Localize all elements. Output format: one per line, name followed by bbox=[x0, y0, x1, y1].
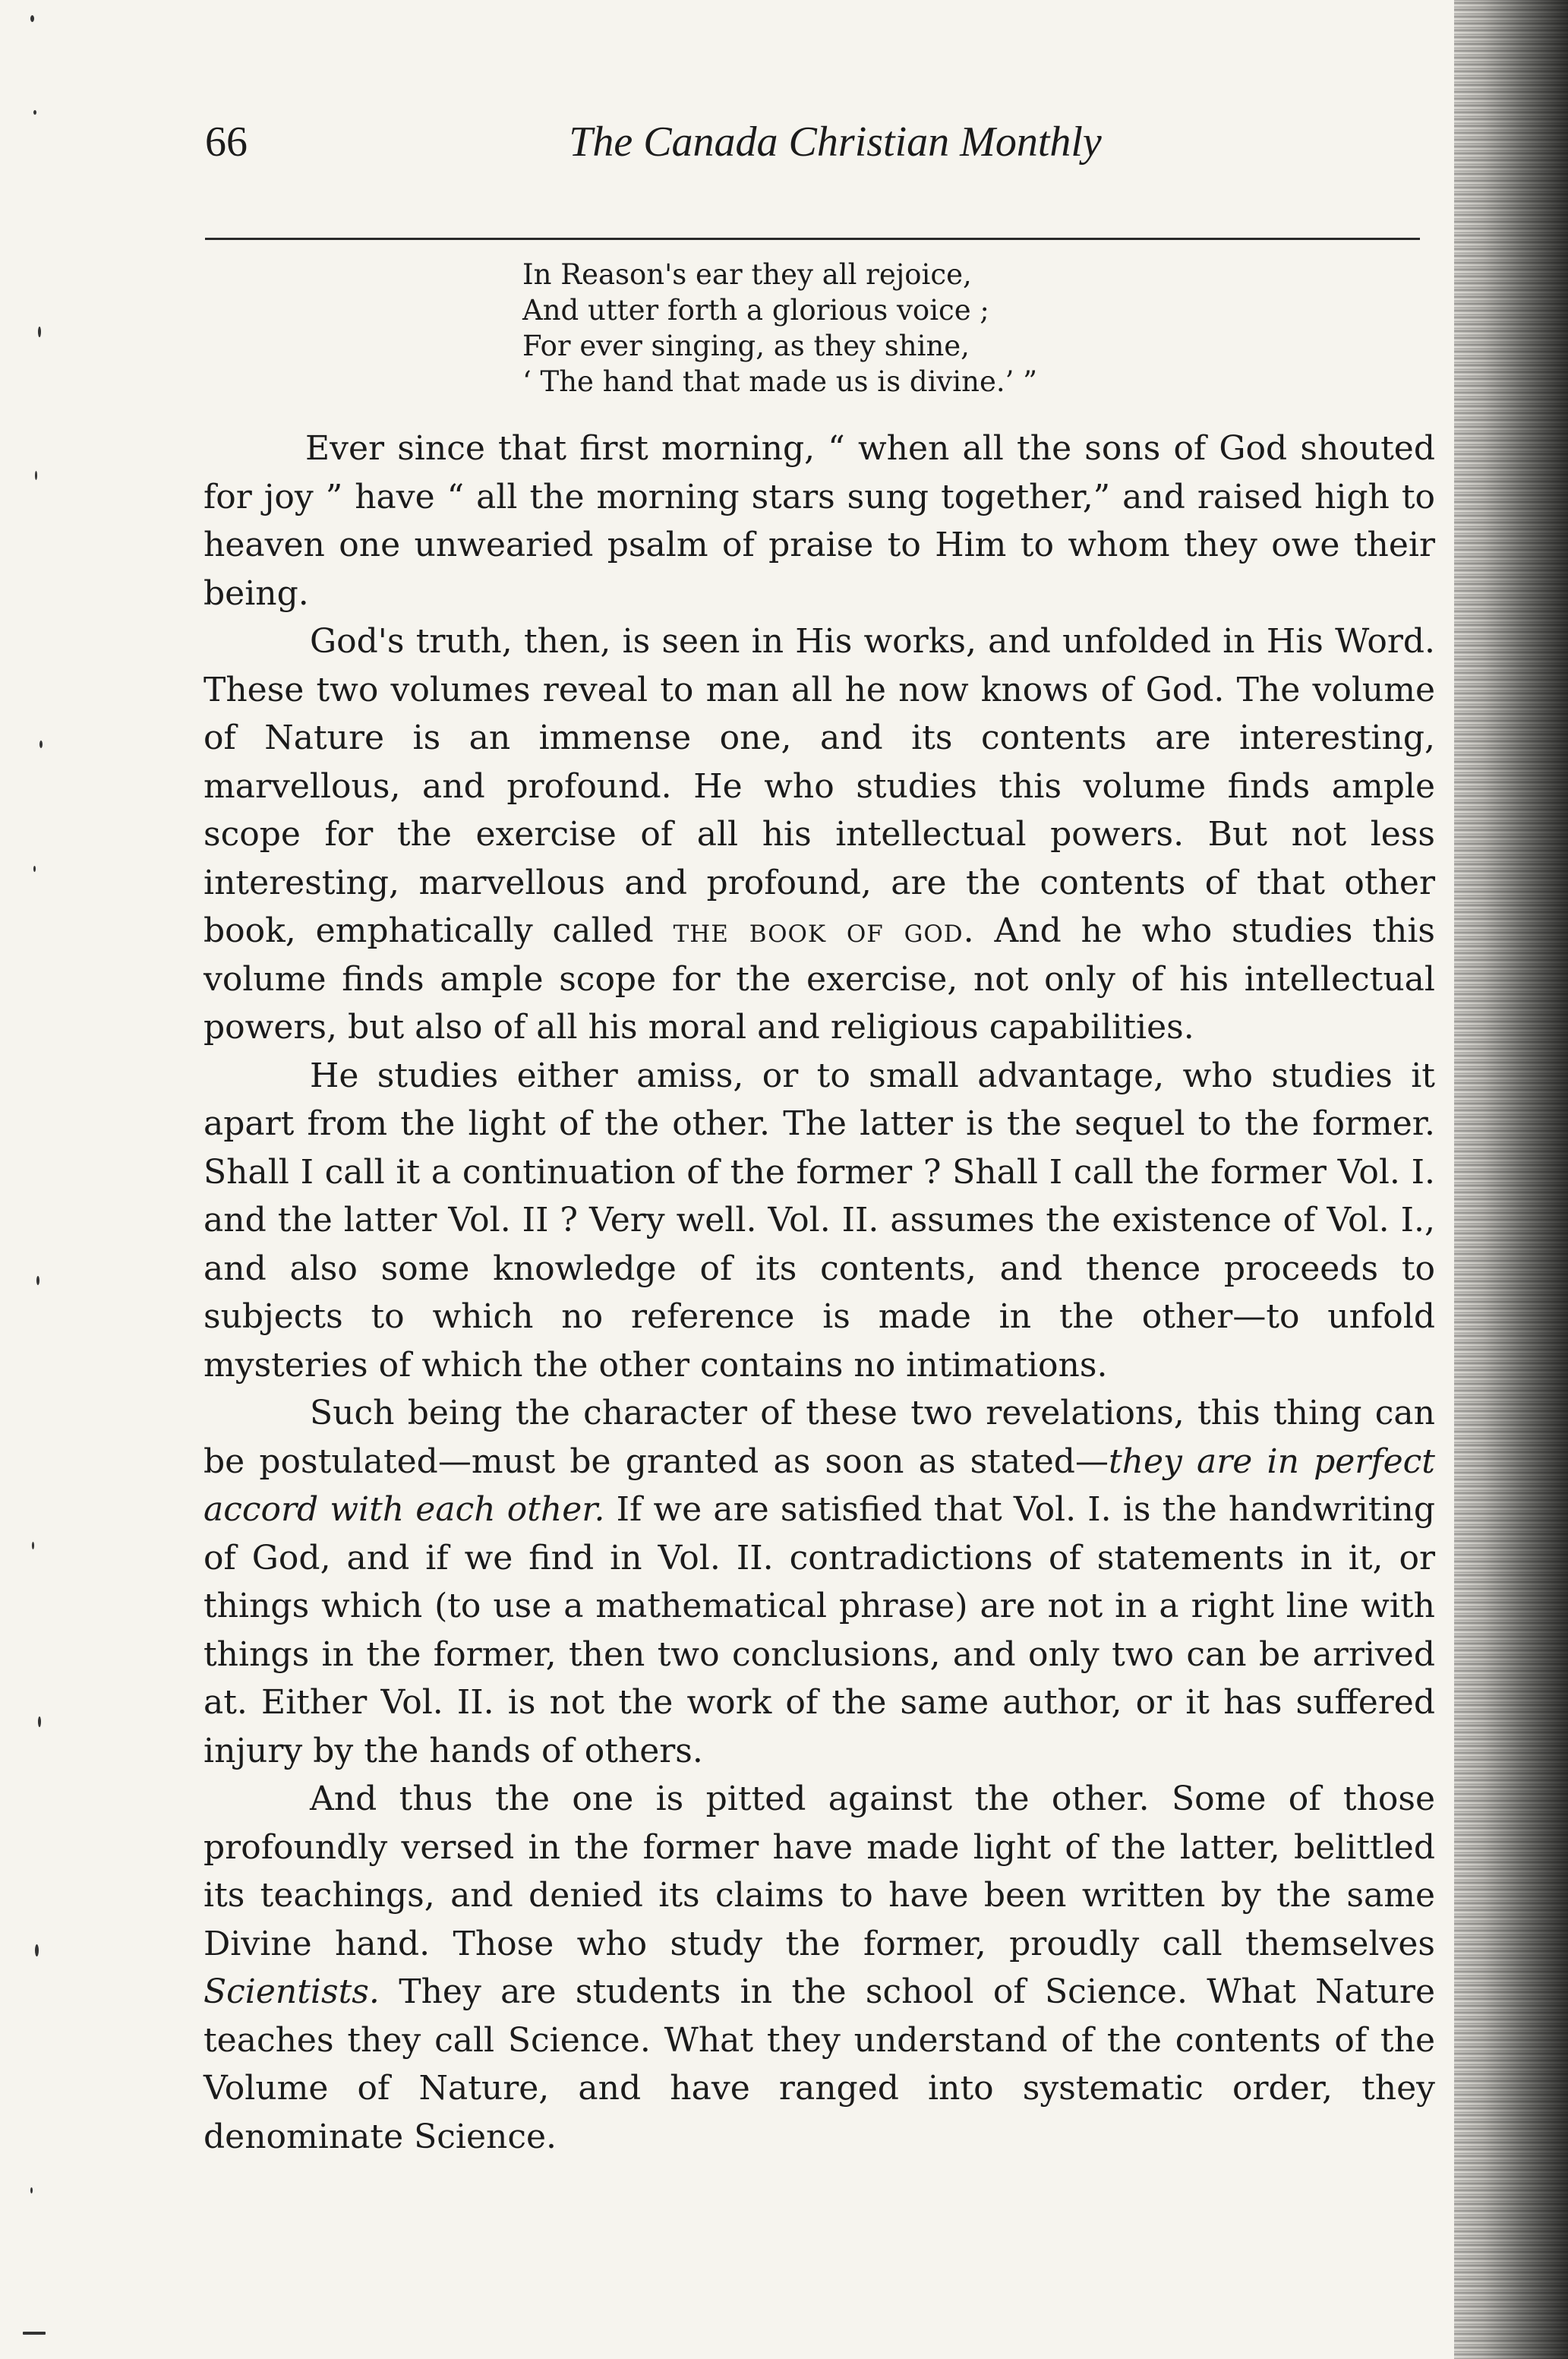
scan-speck bbox=[33, 110, 36, 115]
scan-speck bbox=[30, 15, 34, 22]
header-rule bbox=[205, 238, 1420, 240]
paragraph-text: And he who studies this volume finds ample scope for the exercise, not only of his intellectual powers, but also of all his moral and religious capabilities. bbox=[203, 911, 1435, 1047]
scan-speck bbox=[33, 866, 36, 872]
paragraph bbox=[203, 617, 1435, 1052]
small-caps-title: the book of god. bbox=[673, 911, 975, 950]
binding-edge-shadow bbox=[1454, 0, 1568, 2359]
paragraph-text: If we are satisfied that Vol. I. is the handwriting of God, and if we find in Vol. II. contradictions of statements in it, or things which (to use a mathematical phrase) are not in a right line with things in the former, then two conclusions, and only two can be arrived at. Either Vol. II. is not the work of the same author, or it has suffered injury by the hands of others. bbox=[203, 1490, 1435, 1770]
paragraph bbox=[203, 1052, 1435, 1390]
verse-quotation bbox=[522, 257, 1434, 399]
running-head: The Canada Christian Monthly bbox=[569, 118, 1102, 166]
verse-line: In Reason's ear they all rejoice, bbox=[522, 258, 972, 291]
page-header bbox=[205, 115, 1465, 184]
paragraph bbox=[203, 1389, 1435, 1775]
scan-speck bbox=[38, 1716, 41, 1727]
scan-specks bbox=[0, 0, 68, 2359]
scan-speck bbox=[35, 1944, 39, 1956]
paragraph-text: They are students in the school of Science. What Nature teaches they call Science. What they understand of the contents of the Volume of Nature, and have ranged into systematic order, they denominate Science. bbox=[203, 1972, 1435, 2156]
paragraph-text: Ever since that first morning, “ when all the sons of God shouted for joy ” have “ all the morning stars sung together,” and raised high to heaven one unwearied psalm of praise to Him to whom they owe their being. bbox=[203, 429, 1435, 613]
scan-speck bbox=[38, 327, 41, 337]
scan-speck bbox=[39, 741, 43, 748]
paragraph-text: Such being the character of these two revelations, this thing can be postulated—must be granted as soon as stated— bbox=[203, 1394, 1435, 1481]
verse-line: ‘ The hand that made us is divine.’ ” bbox=[522, 365, 1038, 398]
italic-emphasis: they are in perfect accord with each other. bbox=[203, 1442, 1435, 1529]
paragraph-text: He studies either amiss, or to small advantage, who studies it apart from the light of the other. The latter is the sequel to the former. Shall I call it a continuation of the former ? Shall I call the former Vol. I. and the latter Vol. II ? Very well. Vol. II. assumes the existence of Vol. I., and also some knowledge of its contents, and thence proceeds to subjects to which no reference is made in the other—to unfold mysteries of which the other contains no intimations. bbox=[203, 1056, 1435, 1385]
scan-speck bbox=[30, 2187, 33, 2193]
page-number: 66 bbox=[205, 118, 248, 166]
paragraph-text: And thus the one is pitted against the other. Some of those profoundly versed in the former have made light of the latter, belittled its teachings, and denied its claims to have been written by the same Divine hand. Those who study the former, proudly call themselves bbox=[203, 1780, 1435, 1963]
scan-speck bbox=[32, 1542, 34, 1549]
verse-line: And utter forth a glorious voice ; bbox=[522, 294, 989, 327]
paragraph bbox=[203, 425, 1435, 617]
scan-speck bbox=[23, 2332, 46, 2335]
scan-speck bbox=[36, 1276, 39, 1285]
scan-speck bbox=[35, 471, 37, 480]
verse-line: For ever singing, as they shine, bbox=[522, 330, 970, 362]
paragraph-text: God's truth, then, is seen in His works, and unfolded in His Word. These two volumes reveal to man all he now knows of God. The volume of Nature is an immense one, and its contents are interesting, marvellous, and profound. He who studies this volume finds ample scope for the exercise of all his intellectual powers. But not less interesting, marvellous and profound, are the contents of that other book, emphatically called bbox=[203, 622, 1435, 950]
article-body bbox=[203, 425, 1435, 2161]
paragraph bbox=[203, 1775, 1435, 2161]
italic-emphasis: Scientists. bbox=[203, 1972, 380, 2011]
